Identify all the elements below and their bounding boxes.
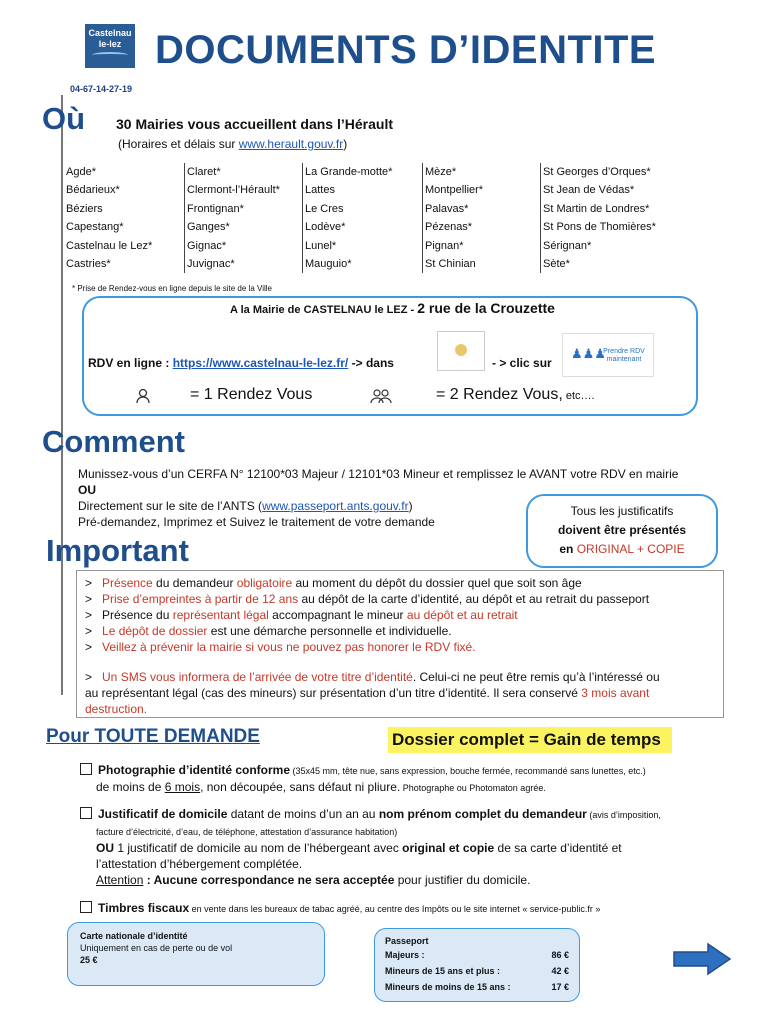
photo-small: (35x45 mm, tête nue, sans expression, bouche fermée, recommandé sans lunettes, etc.) — [290, 766, 646, 776]
mairie-item: Pézenas* — [425, 221, 473, 234]
horaires-suffix: ) — [343, 137, 348, 151]
horaires-line — [118, 137, 347, 151]
timbres-small: en vente dans les bureaux de tabac agréé, au centre des Impôts ou le site internet « service-public.fr » — [189, 904, 601, 914]
r2a: Prise d’empreintes à partir de 12 ans — [102, 592, 299, 606]
passeport-title: Passeport — [385, 936, 429, 946]
mairie-item: Palavas* — [425, 202, 469, 215]
r4b: est une démarche personnelle et individuelle. — [207, 624, 452, 638]
pour-toute-demande: Pour TOUTE DEMANDE — [46, 726, 260, 747]
important-row: > Un SMS vous informera de l’arrivée de votre titre d’identité. Celui-ci ne peut être remis qu’à l’intéressé ou — [85, 670, 660, 684]
r3d: au dépôt et au retrait — [406, 608, 518, 622]
dom-bold2: nom prénom complet du demandeur — [378, 807, 587, 821]
two-rdv-etc: etc…. — [562, 390, 595, 402]
phone-number: 04-67-14-27-19 — [70, 84, 133, 94]
r3b: représentant légal — [172, 608, 269, 622]
important-row: > Présence du demandeur obligatoire au moment du dépôt du dossier quel que soit son âge — [85, 576, 582, 590]
r3a: Présence du — [102, 608, 173, 622]
rdv-dans: -> dans — [348, 356, 394, 370]
r1b: du demandeur — [152, 576, 237, 590]
justificatifs-box — [526, 494, 718, 568]
mairie-item: Montpellier* — [425, 184, 484, 197]
ants-prefix: Directement sur le site de l’ANTS ( — [78, 499, 263, 513]
mairie-item: Lodève* — [305, 221, 346, 234]
castelnau-logo — [85, 24, 135, 68]
heading-comment: Comment — [42, 424, 185, 459]
rdv-title-address: 2 rue de la Crouzette — [417, 300, 555, 316]
pass-price: 42 € — [551, 966, 569, 976]
mairies-col-2 — [184, 163, 302, 273]
pass-price: 86 € — [551, 950, 569, 960]
mairie-item: Castries* — [66, 258, 111, 271]
passeport-row — [385, 947, 569, 963]
mairie-item: Lunel* — [305, 239, 337, 252]
important-row: > Prise d’empreintes à partir de 12 ans au dépôt de la carte d’identité, au dépôt et au retrait du passeport — [85, 592, 650, 606]
mairies-col-5 — [540, 163, 680, 273]
attention-bold: : Aucune correspondance ne sera acceptée — [143, 873, 395, 887]
passeport-row — [385, 963, 569, 979]
page-title: DOCUMENTS D’IDENTITE — [155, 28, 657, 72]
mairie-item: St Jean de Védas* — [543, 184, 635, 197]
mairie-item: Frontignan* — [187, 202, 244, 215]
mairie-item: Sérignan* — [543, 239, 592, 252]
checkbox[interactable] — [80, 807, 92, 819]
rdv-online-label: RDV en ligne : — [88, 356, 173, 370]
r5: Veillez à prévenir la mairie si vous ne pouvez pas honorer le RDV fixé. — [102, 640, 476, 654]
castelnau-link[interactable]: https://www.castelnau-le-lez.fr/ — [172, 356, 349, 370]
pass-label: Majeurs : — [385, 950, 425, 960]
justif-line2: doivent être présentés — [557, 523, 687, 537]
mairie-item: Castelnau le Lez* — [66, 239, 153, 252]
mairie-item: Sète* — [543, 258, 570, 271]
photo-l2d: Photographe ou Photomaton agrée. — [400, 783, 546, 793]
heading-ou: Où — [42, 101, 86, 136]
mairies-col-1 — [64, 163, 184, 273]
photo-requirement — [80, 762, 724, 796]
mairie-item: Béziers — [66, 202, 103, 215]
mairie-item: Juvignac* — [187, 258, 235, 271]
important-row: > Présence du représentant légal accompagnant le mineur au dépôt et au retrait — [85, 608, 518, 622]
important-row — [85, 685, 715, 701]
domicile-requirement — [80, 806, 724, 888]
mairie-item: Claret* — [187, 166, 221, 178]
mairie-item: Agde* — [66, 166, 96, 178]
photo-l2c: , non découpée, sans défaut ni pliure. — [200, 780, 401, 794]
mairie-item: Clermont-l’Hérault* — [187, 184, 280, 197]
rdv-note: * Prise de Rendez-vous en ligne depuis le site de la Ville — [72, 284, 272, 293]
justif-line1: Tous les justificatifs — [570, 504, 674, 518]
people-icon: ♟♟♟ — [571, 346, 606, 361]
checkbox[interactable] — [80, 901, 92, 913]
dom-small2: facture d’électricité, d’eau, de téléphone, attestation d’assurance habitation) — [96, 827, 398, 837]
mairie-item: Mèze* — [425, 166, 457, 178]
mairie-item: Ganges* — [187, 221, 230, 234]
pass-label: Mineurs de moins de 15 ans : — [385, 982, 511, 992]
horaires-prefix: (Horaires et délais sur — [118, 137, 239, 151]
dom-ou: OU — [96, 841, 114, 855]
rdv-box-title — [230, 300, 555, 316]
carte-title: Carte nationale d’identité — [80, 931, 188, 941]
timbres-bold: Timbres fiscaux — [98, 901, 190, 915]
rdv-online-line — [88, 356, 394, 370]
logo-line1: Castelnau — [88, 28, 132, 38]
herault-link[interactable]: www.herault.gouv.fr — [238, 137, 344, 151]
passeport-box — [374, 928, 580, 1002]
margin-line — [61, 95, 63, 695]
r6a: Un SMS vous informera de l’arrivée de votre titre d’identité — [102, 670, 413, 684]
dom-mid: datant de moins d’un an au — [227, 807, 379, 821]
mairie-item: Pignan* — [425, 239, 464, 252]
justif-en: en — [559, 542, 577, 556]
mairie-item: Le Cres — [305, 202, 344, 215]
carte-sub: Uniquement en cas de perte ou de vol — [80, 943, 233, 953]
ou-line: OU — [78, 483, 96, 497]
prendre-rdv-label: Prendre RDV maintenant — [603, 348, 645, 363]
arrow-right-icon — [672, 942, 732, 981]
important-box — [76, 570, 724, 718]
mairie-item: Mauguio* — [305, 258, 352, 271]
photo-l2b: 6 mois — [164, 780, 201, 794]
mairie-item: La Grande-motte* — [305, 166, 393, 178]
important-row: destruction. — [85, 702, 148, 716]
pass-price: 17 € — [551, 982, 569, 992]
attention-end: pour justifier du domicile. — [394, 873, 531, 887]
dom-l3c: de sa carte d’identité et — [494, 841, 622, 855]
passeport-row — [385, 979, 569, 995]
mairies-col-3 — [302, 163, 422, 273]
r4a: Le dépôt de dossier — [102, 624, 208, 638]
r2b: au dépôt de la carte d’identité, au dépôt et au retrait du passeport — [298, 592, 650, 606]
heading-important: Important — [46, 533, 189, 568]
dom-bold1: Justificatif de domicile — [98, 807, 228, 821]
person-icon — [134, 387, 156, 409]
r7b: 3 mois avant — [581, 686, 650, 700]
two-rdv-text — [436, 386, 595, 404]
attention-label: Attention — [96, 873, 144, 887]
two-rdv-label: = 2 Rendez Vous, — [436, 386, 563, 403]
justif-original-copie: ORIGINAL + COPIE — [576, 542, 685, 556]
r1d: au moment du dépôt du dossier quel que soit son âge — [292, 576, 582, 590]
mairie-item: Gignac* — [187, 239, 227, 252]
checkbox[interactable] — [80, 763, 92, 775]
rdv-title-prefix: A la Mairie de CASTELNAU le LEZ - — [230, 304, 418, 316]
mairies-col-4 — [422, 163, 540, 273]
mairie-item: Bédarieux* — [66, 184, 120, 197]
one-rdv-text: = 1 Rendez Vous — [190, 386, 313, 403]
carte-price: 25 € — [80, 955, 98, 965]
mairie-item: St Pons de Thomières* — [543, 221, 656, 234]
mairie-item: St Martin de Londres* — [543, 202, 650, 215]
important-row: > Le dépôt de dossier est une démarche personnelle et individuelle. — [85, 624, 452, 638]
clic-sur-text: - > clic sur — [492, 356, 552, 370]
r7a: au représentant légal (cas des mineurs) sur présentation d’un titre d’identité. Il sera conservé — [85, 686, 582, 700]
mairie-item: St Georges d’Orques* — [543, 166, 651, 178]
photo-bold: Photographie d’identité conforme — [98, 763, 291, 777]
ants-suffix: ) — [408, 499, 413, 513]
mairie-item: Lattes — [305, 184, 335, 197]
mairies-grid — [64, 163, 704, 273]
logo-wave-icon — [92, 52, 128, 58]
dossier-complet-banner: Dossier complet = Gain de temps — [388, 727, 672, 753]
dom-l4: l’attestation d’hébergement complétée. — [96, 857, 303, 871]
mairie-item: Capestang* — [66, 221, 124, 234]
timbres-requirement — [80, 900, 724, 917]
dom-l3b: original et copie — [402, 841, 495, 855]
ants-link[interactable]: www.passeport.ants.gouv.fr — [262, 499, 409, 513]
logo-line2: le-lez — [98, 39, 122, 49]
r1c: obligatoire — [236, 576, 293, 590]
ants-line — [78, 498, 413, 514]
ville-logo-icon[interactable] — [437, 331, 485, 371]
spacer — [85, 655, 715, 669]
carte-identite-box — [67, 922, 325, 986]
r6b: . Celui-ci ne peut être remis qu’à l’intéressé ou — [412, 670, 660, 684]
important-row: > Veillez à prévenir la mairie si vous ne pouvez pas honorer le RDV fixé. — [85, 640, 476, 654]
flower-icon — [455, 344, 467, 356]
two-people-icon — [370, 387, 392, 409]
cerfa-line: Munissez-vous d’un CERFA N° 12100*03 Majeur / 12101*03 Mineur et remplissez le AVANT votre RDV en mairie — [78, 467, 679, 481]
prendre-rdv-button[interactable] — [562, 333, 654, 377]
dom-small1: (avis d’imposition, — [586, 810, 661, 820]
r1a: Présence — [102, 576, 153, 590]
dom-l3a: 1 justificatif de domicile au nom de l’hébergeant avec — [114, 841, 403, 855]
mairie-item: St Chinian — [425, 258, 476, 271]
pass-label: Mineurs de 15 ans et plus : — [385, 966, 501, 976]
r3c: accompagnant le mineur — [268, 608, 407, 622]
photo-l2a: de moins de — [96, 780, 165, 794]
predemande-line: Pré-demandez, Imprimez et Suivez le traitement de votre demande — [78, 515, 435, 529]
mairies-title: 30 Mairies vous accueillent dans l’Hérault — [116, 116, 393, 132]
